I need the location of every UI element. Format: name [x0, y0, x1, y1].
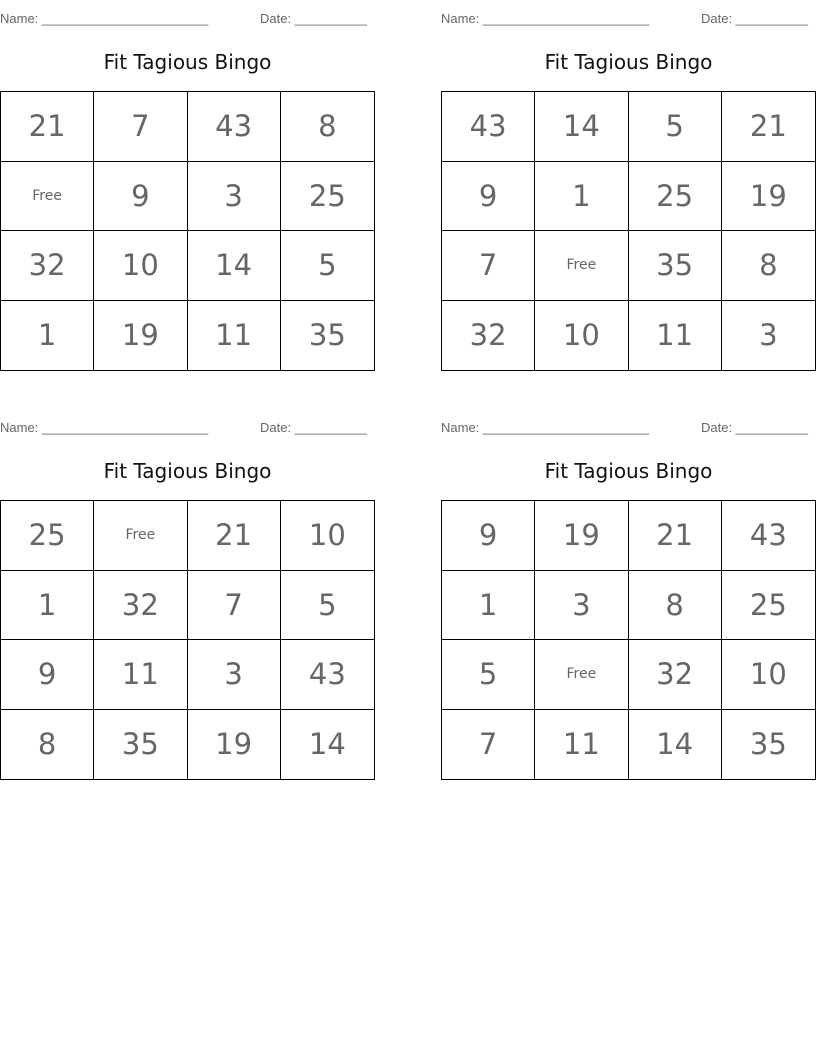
bingo-cell: 11	[629, 301, 722, 371]
bingo-cell: 3	[759, 318, 778, 353]
bingo-cell: 21	[1, 92, 94, 162]
bingo-cell: 25	[722, 571, 815, 641]
bingo-cell: 11	[188, 301, 281, 371]
name-field[interactable]: Name: _______________________	[0, 420, 209, 435]
bingo-cell: 3	[535, 571, 628, 641]
bingo-cell: 19	[535, 501, 628, 571]
date-field[interactable]: Date: __________	[260, 420, 367, 435]
bingo-cell: 19	[722, 162, 815, 232]
bingo-cell: 7	[442, 710, 535, 780]
bingo-cell: 19	[94, 301, 187, 371]
bingo-cell: 5	[281, 231, 374, 301]
name-field[interactable]: Name: _______________________	[441, 420, 650, 435]
name-field[interactable]: Name: _______________________	[441, 11, 650, 26]
free-space-cell: Free	[535, 231, 628, 301]
bingo-grid	[441, 500, 816, 780]
bingo-cell: 25	[281, 162, 374, 232]
bingo-grid	[0, 500, 375, 780]
bingo-cell: 9	[442, 501, 535, 571]
free-space-cell: Free	[94, 501, 187, 571]
bingo-cell: 5	[442, 640, 535, 710]
date-field[interactable]: Date: __________	[701, 420, 808, 435]
bingo-cell: 43	[281, 640, 374, 710]
bingo-cell: 11	[94, 640, 187, 710]
bingo-cell: 7	[188, 571, 281, 641]
card-title: Fit Tagious Bingo	[103, 459, 272, 483]
bingo-cell: 14	[188, 231, 281, 301]
card-header	[0, 417, 375, 439]
bingo-cell: 9	[94, 162, 187, 232]
bingo-cell: 8	[1, 710, 94, 780]
bingo-cell: 43	[442, 92, 535, 162]
bingo-cell: 5	[629, 92, 722, 162]
bingo-cell: 1	[1, 571, 94, 641]
bingo-cell: 7	[442, 231, 535, 301]
bingo-cell: 14	[308, 727, 346, 762]
bingo-cell: 9	[1, 640, 94, 710]
bingo-cell: 9	[442, 162, 535, 232]
bingo-cell: 5	[281, 571, 374, 641]
bingo-cell: 1	[442, 571, 535, 641]
bingo-cell: 8	[629, 571, 722, 641]
bingo-cell: 35	[749, 727, 787, 762]
bingo-cell: 14	[629, 710, 722, 780]
bingo-cell: 10	[535, 301, 628, 371]
bingo-cell: 21	[722, 92, 815, 162]
card-header	[441, 417, 816, 439]
bingo-cell: 21	[188, 501, 281, 571]
bingo-grid	[0, 91, 375, 371]
bingo-cell: 8	[281, 92, 374, 162]
bingo-cell: 1	[1, 301, 94, 371]
name-field[interactable]: Name: _______________________	[0, 11, 209, 26]
bingo-cell: 14	[535, 92, 628, 162]
bingo-cell: 35	[629, 231, 722, 301]
bingo-cell: 43	[722, 501, 815, 571]
bingo-cell: 1	[535, 162, 628, 232]
bingo-cell: 35	[94, 710, 187, 780]
bingo-cell: 3	[188, 640, 281, 710]
bingo-cell: 43	[188, 92, 281, 162]
free-space-cell: Free	[535, 640, 628, 710]
bingo-cell: 25	[629, 162, 722, 232]
card-title: Fit Tagious Bingo	[103, 50, 272, 74]
card-header	[0, 8, 375, 30]
bingo-grid	[441, 91, 816, 371]
free-space-cell: Free	[1, 162, 94, 232]
card-title: Fit Tagious Bingo	[544, 50, 713, 74]
bingo-cell: 32	[442, 301, 535, 371]
card-title: Fit Tagious Bingo	[544, 459, 713, 483]
bingo-cell: 32	[629, 640, 722, 710]
bingo-cell: 32	[94, 571, 187, 641]
date-field[interactable]: Date: __________	[260, 11, 367, 26]
bingo-cell: 35	[308, 318, 346, 353]
bingo-cell: 8	[722, 231, 815, 301]
bingo-cell: 21	[629, 501, 722, 571]
bingo-cell: 32	[1, 231, 94, 301]
bingo-cell: 10	[722, 640, 815, 710]
card-header	[441, 8, 816, 30]
date-field[interactable]: Date: __________	[701, 11, 808, 26]
bingo-cell: 10	[94, 231, 187, 301]
bingo-cell: 11	[535, 710, 628, 780]
bingo-cell: 19	[188, 710, 281, 780]
bingo-cell: 10	[281, 501, 374, 571]
bingo-cell: 25	[1, 501, 94, 571]
bingo-cell: 7	[94, 92, 187, 162]
bingo-cell: 3	[188, 162, 281, 232]
